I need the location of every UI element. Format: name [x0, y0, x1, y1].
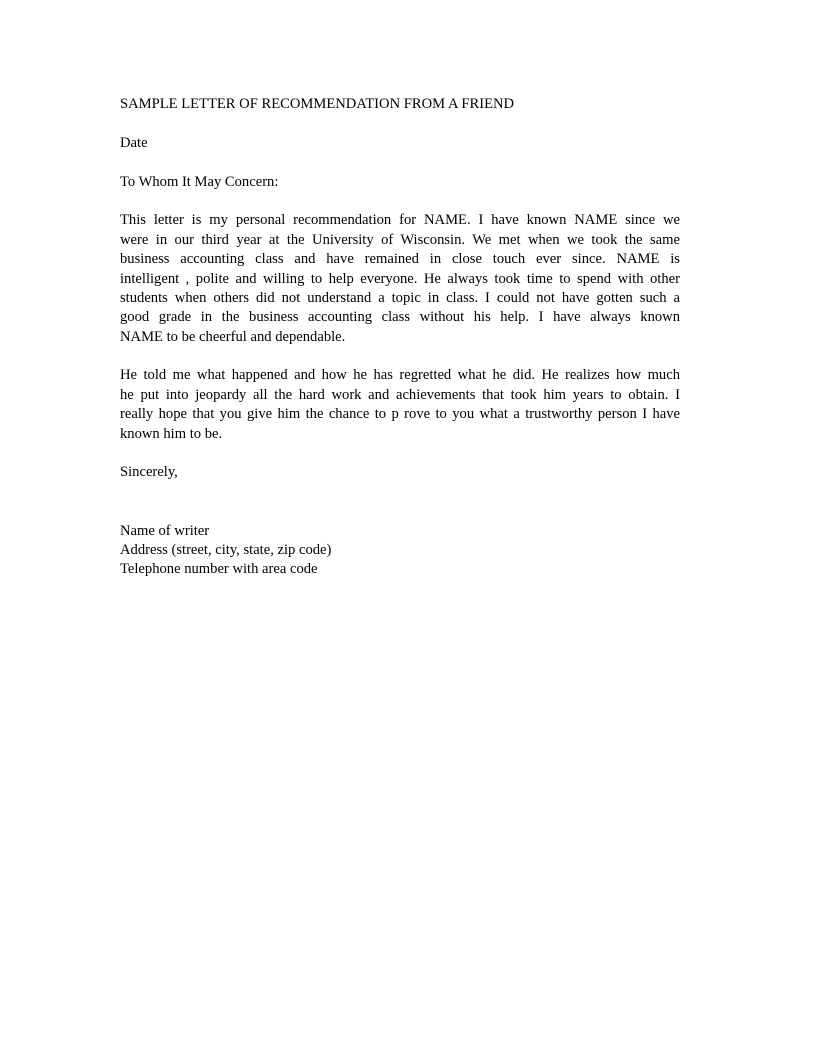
spacer: [120, 192, 680, 211]
paragraph-explanation: [120, 366, 680, 444]
writer-name: Name of writer: [120, 522, 210, 539]
paragraph-line: He told me what happened and how he has regretted what he did. He realizes how much: [120, 367, 680, 384]
writer-address: Address (street, city, state, zip code): [120, 542, 332, 558]
paragraph-line: really hope that you give him the chance to p rove to you what a trustworthy person I have: [120, 406, 680, 423]
paragraph-line: This letter is my personal recommendation for NAME. I have known NAME since we: [120, 212, 680, 229]
paragraph-line-last: NAME to be cheerful and dependable.: [120, 328, 346, 345]
date-line: Date: [120, 134, 148, 151]
salutation: To Whom It May Concern:: [120, 173, 279, 190]
paragraph-recommendation: [120, 211, 680, 347]
signature-block: [120, 522, 680, 580]
paragraph-line: he put into jeopardy all the hard work and achievements that took him years to obtain. I: [120, 386, 680, 403]
writer-phone: Telephone number with area code: [120, 561, 318, 578]
spacer: [120, 153, 680, 172]
paragraph-line: business accounting class and have remained in close touch ever since. NAME is: [120, 251, 680, 268]
paragraph-line: were in our third year at the University of Wisconsin. We met when we took the same: [120, 231, 680, 248]
paragraph-line: intelligent , polite and willing to help everyone. He always took time to spend with other: [120, 270, 680, 287]
spacer: [120, 347, 680, 366]
paragraph-line: students when others did not understand a topic in class. I could not have gotten such a: [120, 289, 680, 306]
letter-title: SAMPLE LETTER OF RECOMMENDATION FROM A FRIEND: [120, 96, 515, 112]
paragraph-line: good grade in the business accounting class without his help. I have always known: [120, 309, 680, 326]
paragraph-line-last: known him to be.: [120, 425, 223, 442]
spacer: [120, 114, 680, 133]
spacer: [120, 444, 680, 463]
signature-spacer: [120, 483, 680, 522]
closing: Sincerely,: [120, 464, 178, 481]
letter-body: [120, 95, 680, 580]
